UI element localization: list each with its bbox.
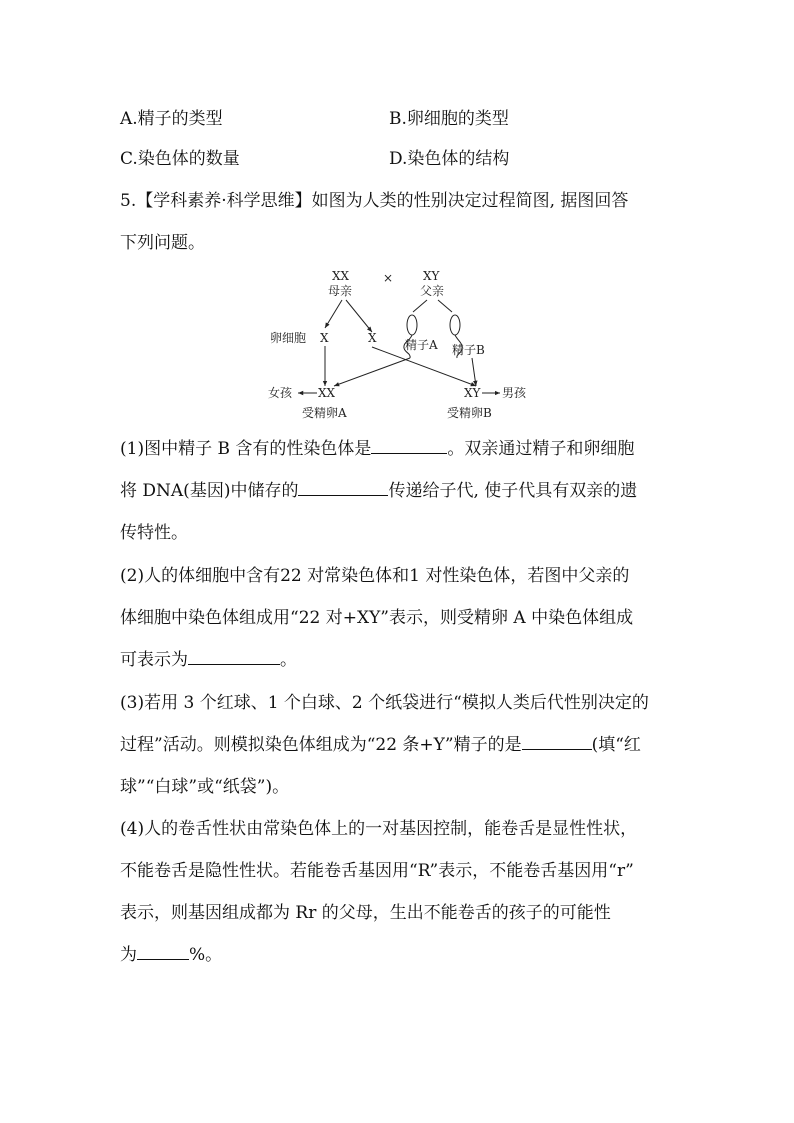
arrow-sperm-b-zygote-b — [472, 358, 476, 386]
boy-label: 男孩 — [502, 386, 527, 400]
q2-blank[interactable] — [188, 650, 280, 665]
zygote-a-label: 受精卵A — [302, 406, 347, 420]
q3-blank[interactable] — [522, 735, 592, 750]
zygote-b-genotype: XY — [464, 386, 481, 400]
father-genotype: XY — [423, 269, 440, 283]
q4-blank[interactable] — [137, 945, 189, 960]
option-a: A.精子的类型 — [120, 109, 223, 129]
q4-line2: 不能卷舌是隐性性状。若能卷舌基因用“R”表示，不能卷舌基因用“r” — [120, 861, 634, 881]
q3-line2 — [120, 734, 641, 756]
q4-text-e: %。 — [189, 945, 223, 965]
arrow-mother-egg1 — [325, 300, 342, 328]
q2-line1: (2)人的体细胞中含有22 对常染色体和1 对性染色体，若图中父亲的 — [120, 566, 630, 586]
question5-line2: 下列问题。 — [120, 233, 205, 253]
egg-x2: X — [368, 331, 377, 345]
q1-text-c: 将 DNA(基因)中储存的 — [120, 481, 299, 501]
sperm-b-label: 精子B — [452, 343, 485, 357]
line-father-sperm-a — [413, 300, 427, 312]
egg-label: 卵细胞 — [270, 331, 307, 345]
q1-blank-2[interactable] — [298, 481, 388, 496]
sperm-a-label: 精子A — [405, 338, 438, 352]
cross-symbol: × — [383, 271, 394, 285]
arrow-sperm-a-zygote-a — [334, 358, 410, 386]
q1-text-b: 。双亲通过精子和卵细胞 — [447, 439, 635, 459]
q1-text-d: 传递给子代, 使子代具有双亲的遗 — [388, 481, 638, 501]
mother-genotype: XX — [332, 269, 350, 283]
zygote-a-genotype: XX — [318, 386, 336, 400]
option-b: B.卵细胞的类型 — [389, 109, 509, 129]
sex-determination-diagram — [262, 262, 532, 422]
q3-line1: (3)若用 3 个红球、1 个白球、2 个纸袋进行“模拟人类后代性别决定的 — [120, 693, 649, 713]
q1-line3: 传特性。 — [120, 523, 188, 543]
q3-text-c: (填“红 — [591, 735, 641, 755]
q1-text-a: (1)图中精子 B 含有的性染色体是 — [120, 439, 372, 459]
q1-line2 — [120, 480, 637, 502]
q3-line3: 球”“白球”或“纸袋”)。 — [120, 777, 290, 797]
option-c: C.染色体的数量 — [120, 149, 240, 169]
line-father-sperm-b — [438, 300, 452, 312]
q1-line1 — [120, 438, 634, 460]
question5-line1: 5.【学科素养·科学思维】如图为人类的性别决定过程简图, 据图回答 — [120, 191, 629, 211]
option-d: D.染色体的结构 — [389, 149, 510, 169]
q4-line4 — [120, 944, 222, 966]
q4-line3: 表示，则基因组成都为 Rr 的父母，生出不能卷舌的孩子的可能性 — [120, 903, 611, 923]
q2-line2: 体细胞中染色体组成用“22 对+XY”表示，则受精卵 A 中染色体组成 — [120, 608, 634, 628]
q1-blank-1[interactable] — [371, 439, 447, 454]
arrow-mother-egg2 — [346, 300, 372, 332]
q2-text-c: 可表示为 — [120, 650, 188, 670]
mother-label: 母亲 — [328, 284, 353, 298]
q4-line1: (4)人的卷舌性状由常染色体上的一对基因控制，能卷舌是显性性状， — [120, 819, 638, 839]
girl-label: 女孩 — [268, 386, 293, 400]
zygote-b-label: 受精卵B — [447, 406, 492, 420]
q3-text-b: 过程”活动。则模拟染色体组成为“22 条+Y”精子的是 — [120, 735, 522, 755]
q4-text-d: 为 — [120, 945, 137, 965]
father-label: 父亲 — [420, 284, 445, 298]
egg-x1: X — [320, 331, 329, 345]
q2-text-d: 。 — [280, 650, 297, 670]
q2-line3 — [120, 649, 297, 671]
